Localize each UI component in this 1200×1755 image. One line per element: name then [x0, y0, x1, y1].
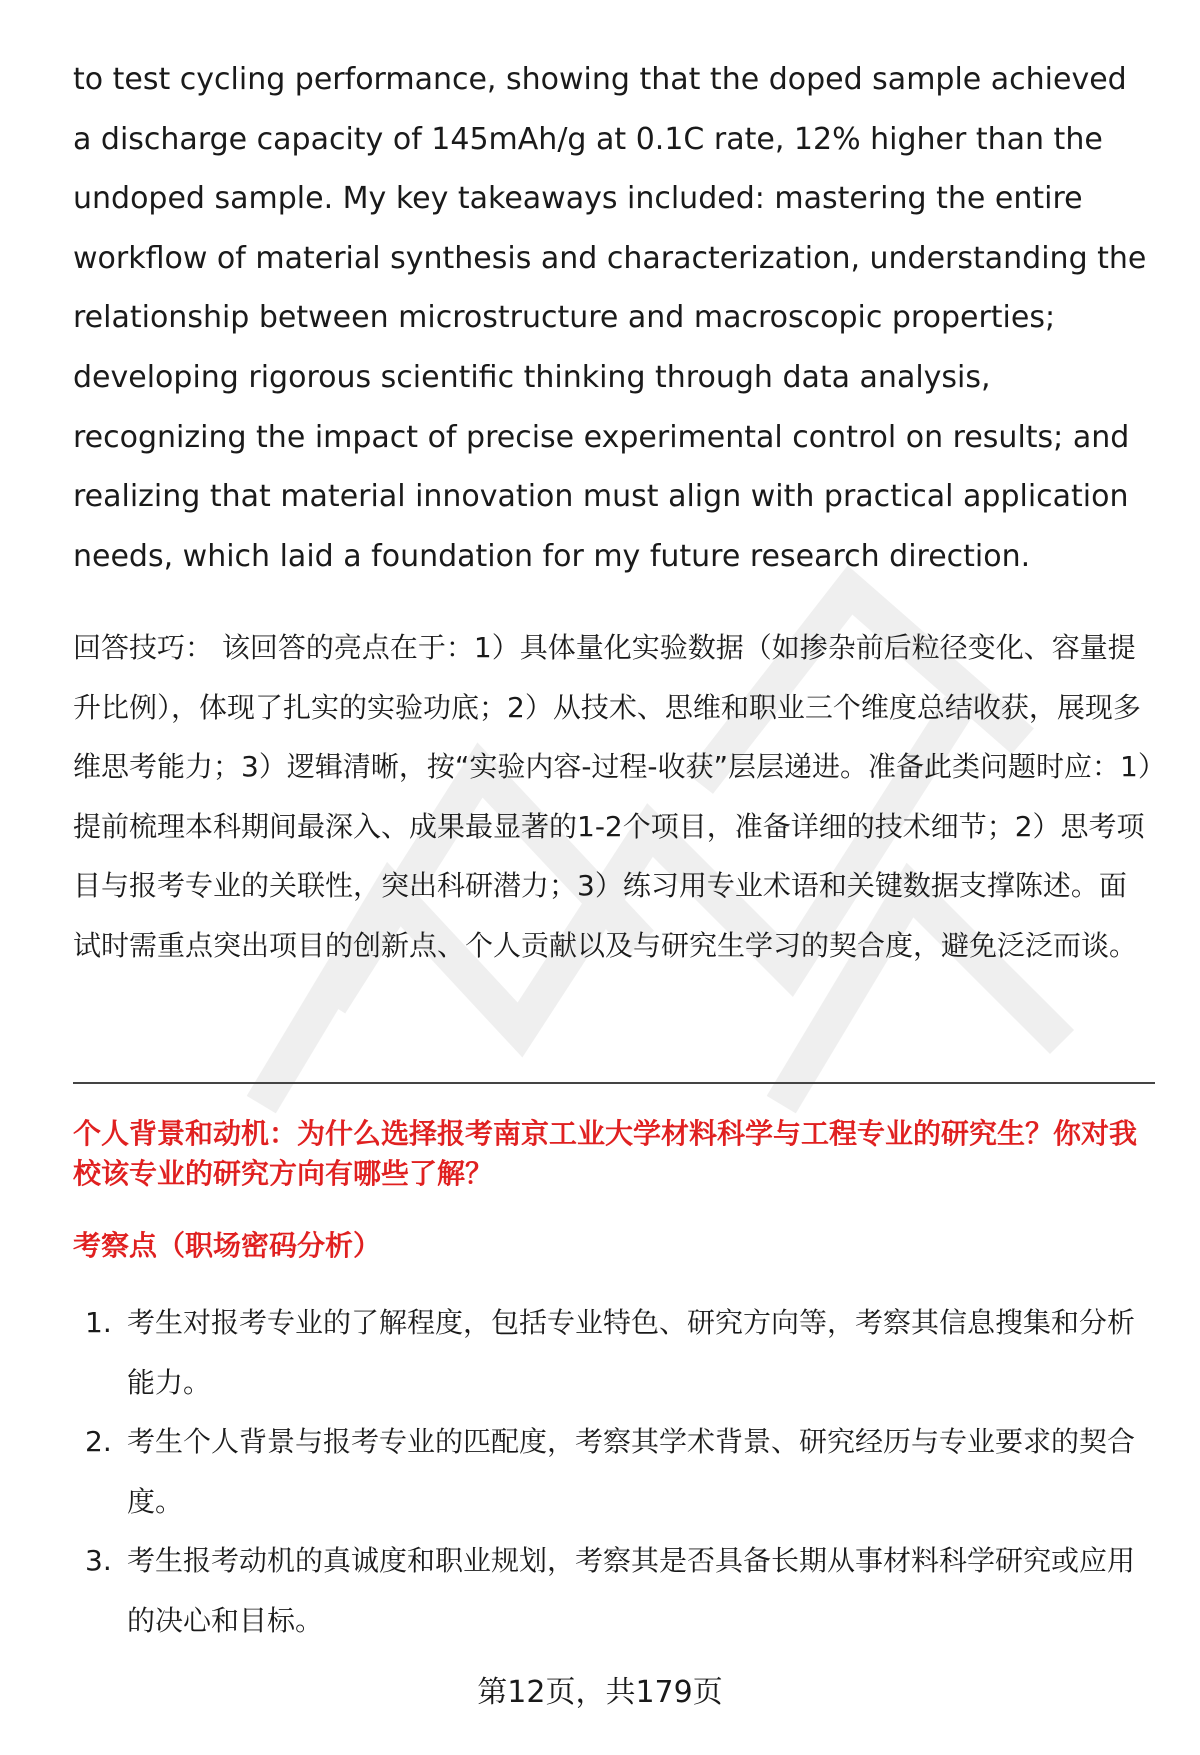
page-footer: 第12页，共179页 [477, 1675, 723, 1710]
list-item-number: 2. [85, 1425, 112, 1459]
list-item [73, 1412, 1155, 1531]
section-divider [73, 1082, 1155, 1084]
assessment-points-heading: 考察点（职场密码分析） [73, 1229, 382, 1262]
list-item-text: 考生个人背景与报考专业的匹配度，考察其学术背景、研究经历与专业要求的契合度。 [127, 1425, 1136, 1518]
list-item-number: 1. [85, 1306, 112, 1339]
list-item-text: 考生对报考专业的了解程度，包括专业特色、研究方向等，考察其信息搜集和分析能力。 [127, 1306, 1136, 1399]
question-heading: 个人背景和动机：为什么选择报考南京工业大学材料科学与工程专业的研究生？你对我校该专业的研究方向有哪些了解？ [73, 1117, 1138, 1190]
body-paragraph: to test cycling performance, showing that the doped sample achieved a discharge capacity of 145mAh/g at 0.1C rate, 12% higher than the undoped sample. My key takeaways included: mastering the entire workflow of material synthesis and characterization, understanding the relationship between microstructure and macroscopic properties; developing rigorous scientific thinking through data analysis, recognizing the impact of precise experimental control on results; and realizing that material innovation must align with practical application needs, which laid a foundation for my future research direction. [73, 62, 1147, 574]
list-item [73, 1531, 1155, 1650]
answer-tips-paragraph: 回答技巧： 该回答的亮点在于：1）具体量化实验数据（如掺杂前后粒径变化、容量提升比例），体现了扎实的实验功底；2）从技术、思维和职业三个维度总结收获，展现多维思考能力；3）逻辑清晰，按“实验内容-过程-收获”层层递进。准备此类问题时应：1）提前梳理本科期间最深入、成果最显著的1-2个项目，准备详细的技术细节；2）思考项目与报考专业的关联性，突出科研潜力；3）练习用专业术语和关键数据支撑陈述。面试时需重点突出项目的创新点、个人贡献以及与研究生学习的契合度，避免泛泛而谈。 [73, 631, 1152, 962]
list-item [73, 1293, 1155, 1412]
assessment-points-list [73, 1293, 1155, 1651]
list-item-number: 3. [85, 1544, 112, 1578]
list-item-text: 考生报考动机的真诚度和职业规划，考察其是否具备长期从事材料科学研究或应用的决心和目标。 [127, 1544, 1136, 1637]
